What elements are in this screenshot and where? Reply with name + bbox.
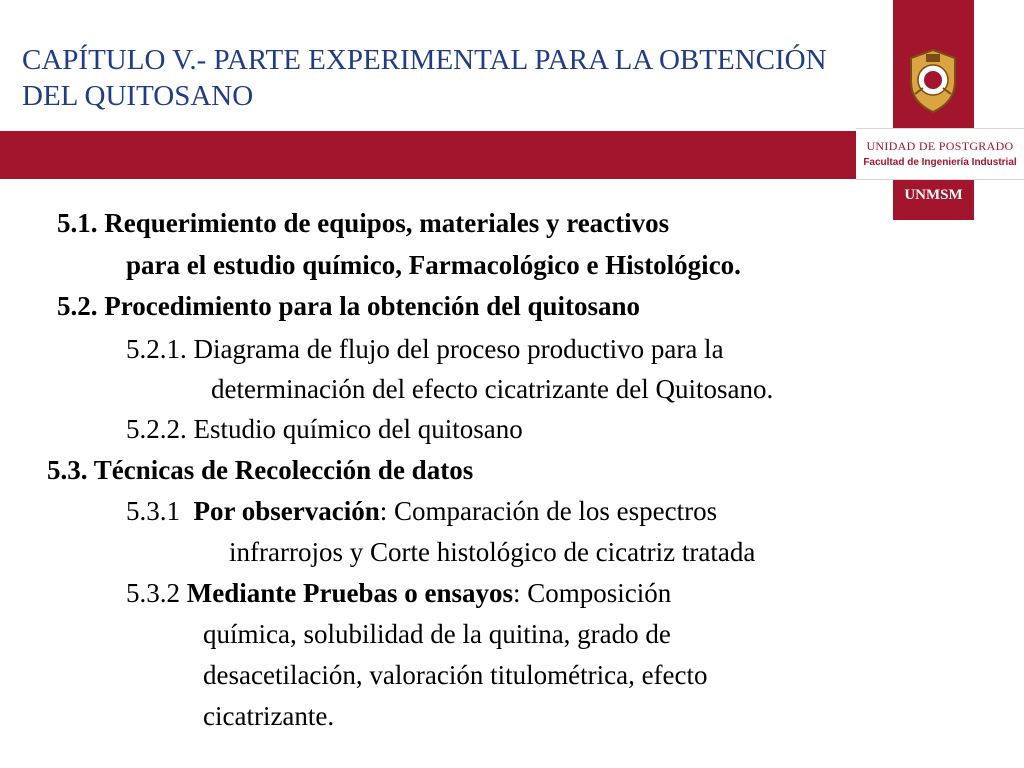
item-5-3-1-number: 5.3.1 [126,496,194,526]
university-crest-icon [905,48,961,114]
item-5-3-2-line2: química, solubilidad de la quitina, grado de [203,619,671,649]
item-5-2-1-line1: 5.2.1. Diagrama de flujo del proceso productivo para la [126,334,724,364]
item-5-3-2-line3: desacetilación, valoración titulométrica, efecto [203,660,708,690]
item-5-3-2-number: 5.3.2 [126,578,187,608]
item-5-3-1-rest: : Comparación de los espectros [379,496,718,526]
postgrado-logo [856,128,1024,180]
item-5-2: 5.2. Procedimiento para la obtención del quitosano [57,291,641,321]
item-5-2-1-line2: determinación del efecto cicatrizante del Quitosano. [211,374,774,404]
unidad-postgrado-text: UNIDAD DE POSTGRADO [866,139,1014,153]
item-5-3-1-line2: infrarrojos y Corte histológico de cicatriz tratada [229,537,756,567]
facultad-text: Facultad de Ingeniería Industrial [863,157,1017,168]
item-5-3-2-line1 [126,577,671,609]
item-5-3: 5.3. Técnicas de Recolección de datos [47,455,474,485]
red-header-bar [0,131,856,179]
item-5-3-2-bold: Mediante Pruebas o ensayos [186,578,513,608]
item-5-1-line1: 5.1. Requerimiento de equipos, materiales y reactivos [57,208,670,238]
item-5-3-1-bold: Por observación [193,496,380,526]
unmsm-badge: UNMSM [893,180,974,220]
item-5-3-1-line1 [126,495,717,527]
item-5-3-2-rest: : Composición [513,578,672,608]
item-5-1-line2: para el estudio químico, Farmacológico e Histológico. [126,250,741,280]
slide-title: CAPÍTULO V.- PARTE EXPERIMENTAL PARA LA OBTENCIÓN DEL QUITOSANO [22,44,827,112]
item-5-2-2: 5.2.2. Estudio químico del quitosano [126,414,523,444]
item-5-3-2-line4: cicatrizante. [203,701,335,731]
